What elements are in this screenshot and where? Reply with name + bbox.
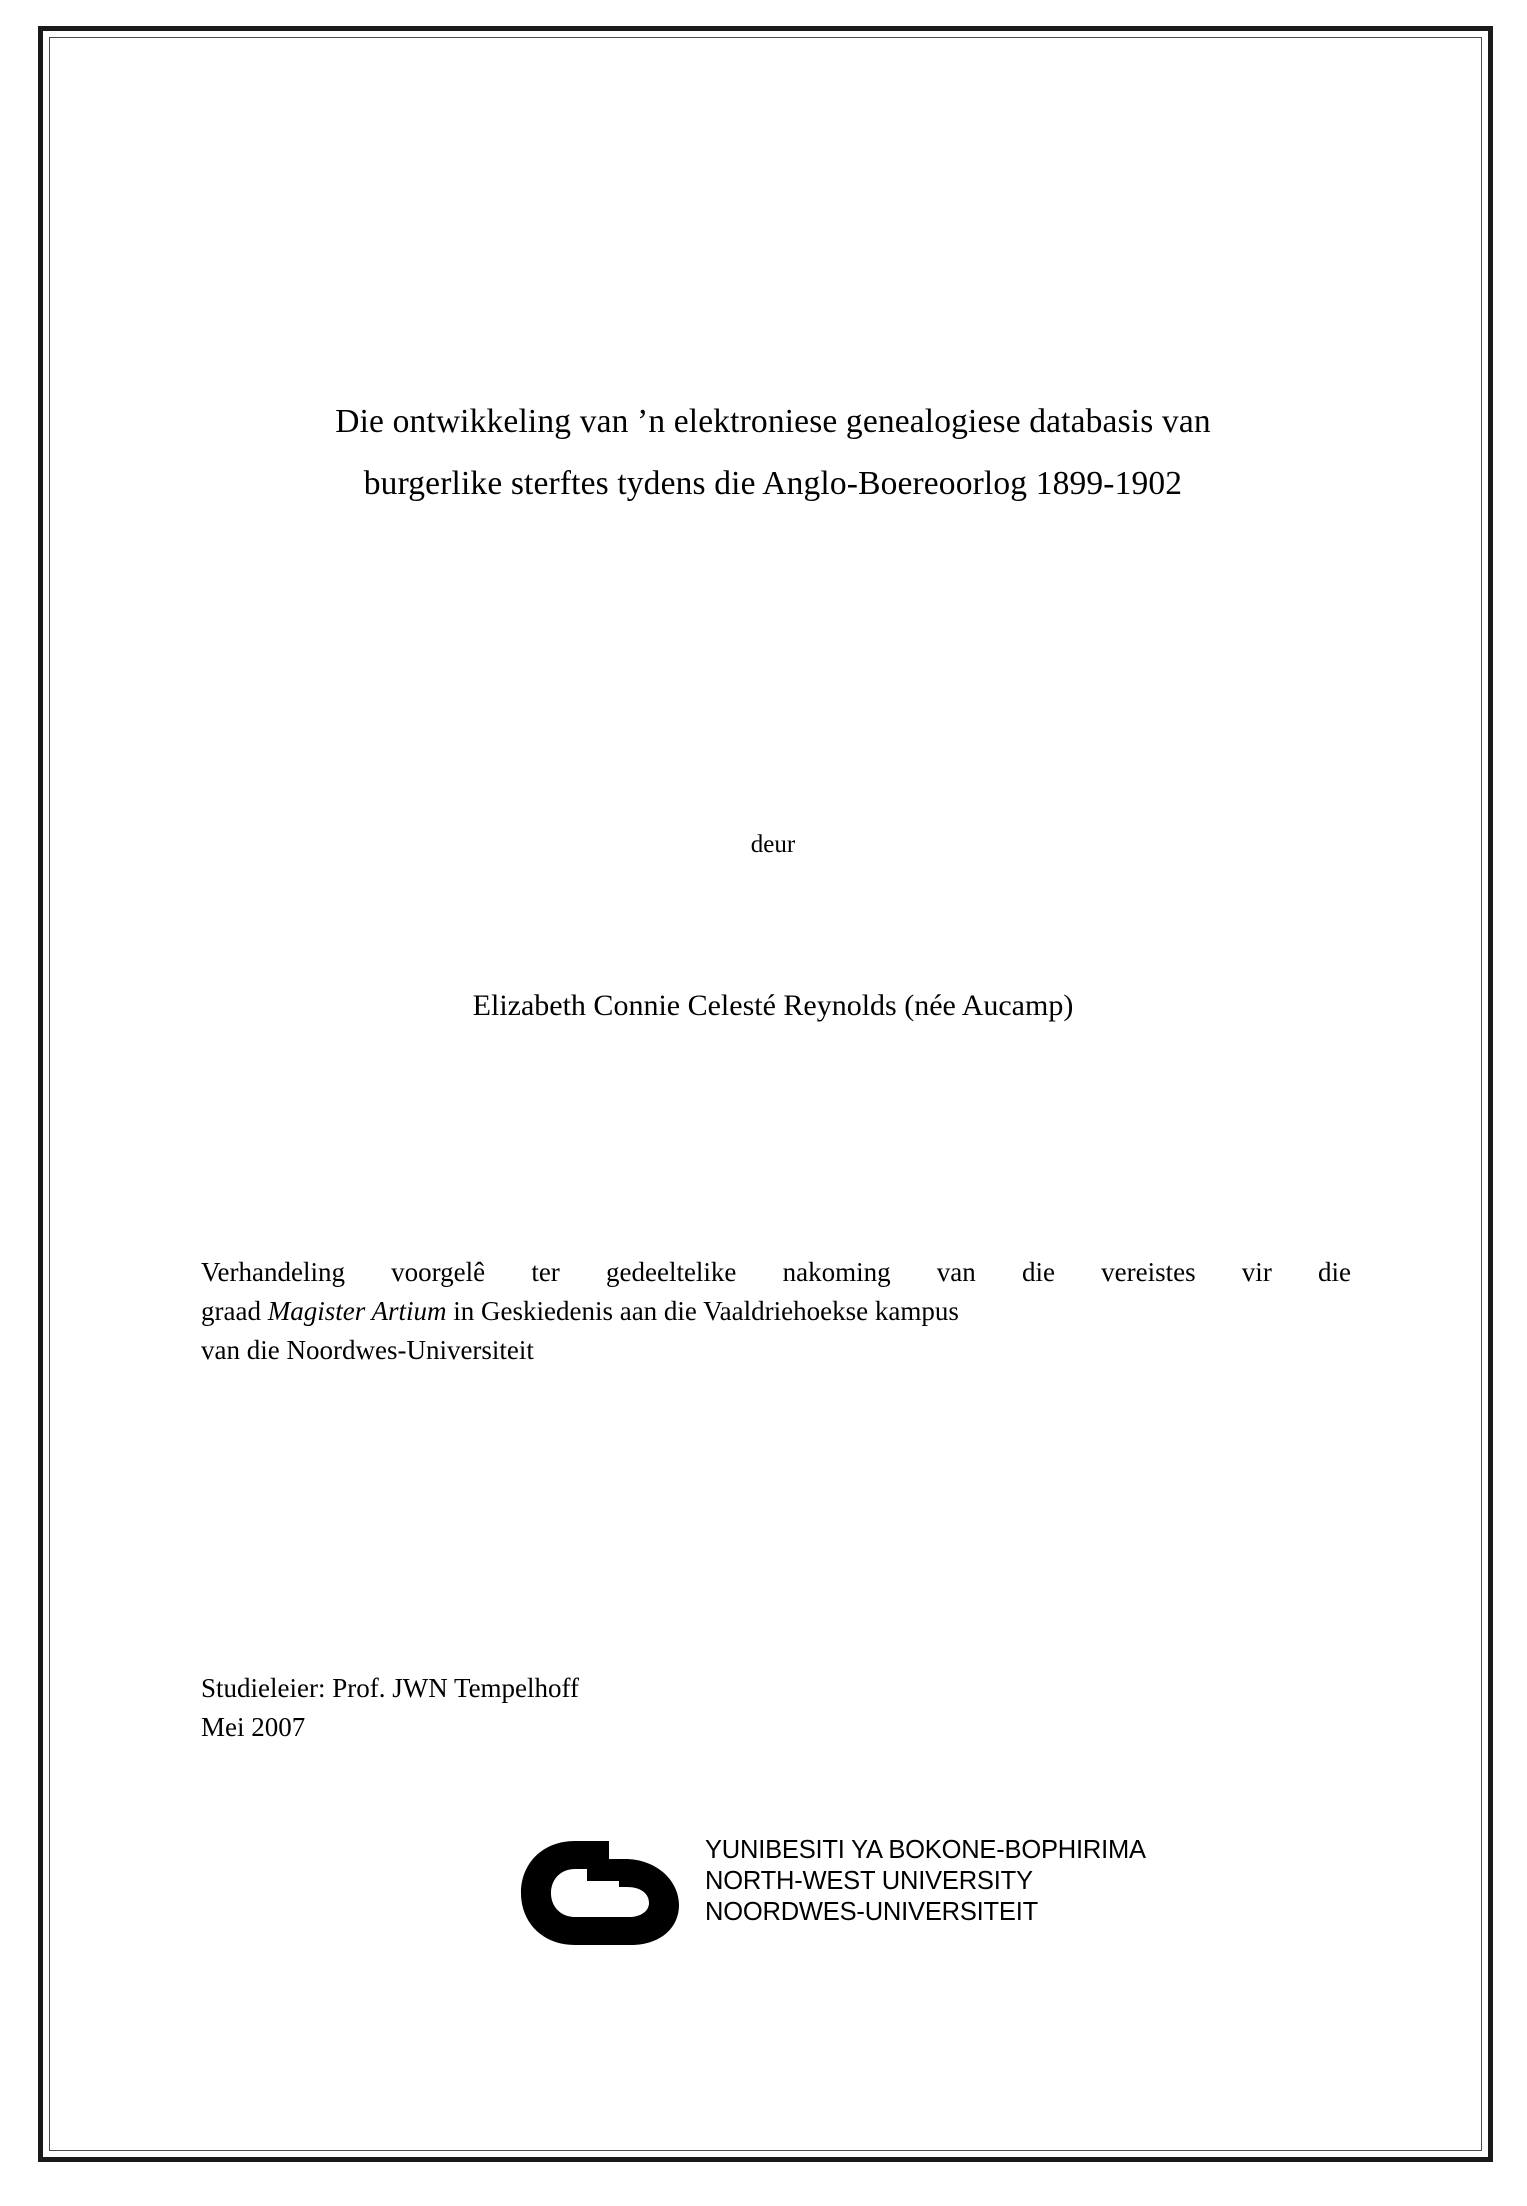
title-line-1: Die ontwikkeling van ’n elektroniese genealogiese databasis van — [335, 403, 1211, 440]
university-logo — [513, 1831, 1233, 1961]
author-name: Elizabeth Connie Celesté Reynolds (née Aucamp) — [472, 989, 1074, 1022]
nwu-logo-icon — [513, 1837, 693, 1949]
logo-line-2: NORTH-WEST UNIVERSITY — [705, 1867, 1033, 1896]
page-border — [38, 26, 1493, 2162]
statement-line-2-prefix: graad — [201, 1296, 268, 1327]
title-line-2: burgerlike sterftes tydens die Anglo-Boereoorlog 1899-1902 — [363, 464, 1183, 502]
logo-line-1: YUNIBESITI YA BOKONE-BOPHIRIMA — [705, 1836, 1146, 1864]
date-line: Mei 2007 — [201, 1712, 306, 1743]
byline-label: deur — [750, 831, 796, 858]
statement-line-1: Verhandeling voorgelê ter gedeeltelike nakoming van die vereistes vir die — [201, 1257, 1351, 1287]
degree-name: Magister Artium — [267, 1296, 447, 1327]
logo-wordmark — [705, 1835, 1146, 1928]
statement-line-2-suffix: in Geskiedenis aan die Vaaldriehoekse kampus — [446, 1296, 959, 1327]
statement-line-3: van die Noordwes-Universiteit — [201, 1335, 534, 1366]
page-title — [193, 391, 1353, 515]
supervisor-block — [201, 1669, 1201, 1747]
page-content — [193, 31, 1353, 2157]
statement-line-2 — [201, 1292, 1351, 1331]
degree-statement — [201, 1253, 1351, 1370]
supervisor-line: Studieleier: Prof. JWN Tempelhoff — [201, 1673, 580, 1703]
logo-line-3: NOORDWES-UNIVERSITEIT — [705, 1898, 1038, 1927]
